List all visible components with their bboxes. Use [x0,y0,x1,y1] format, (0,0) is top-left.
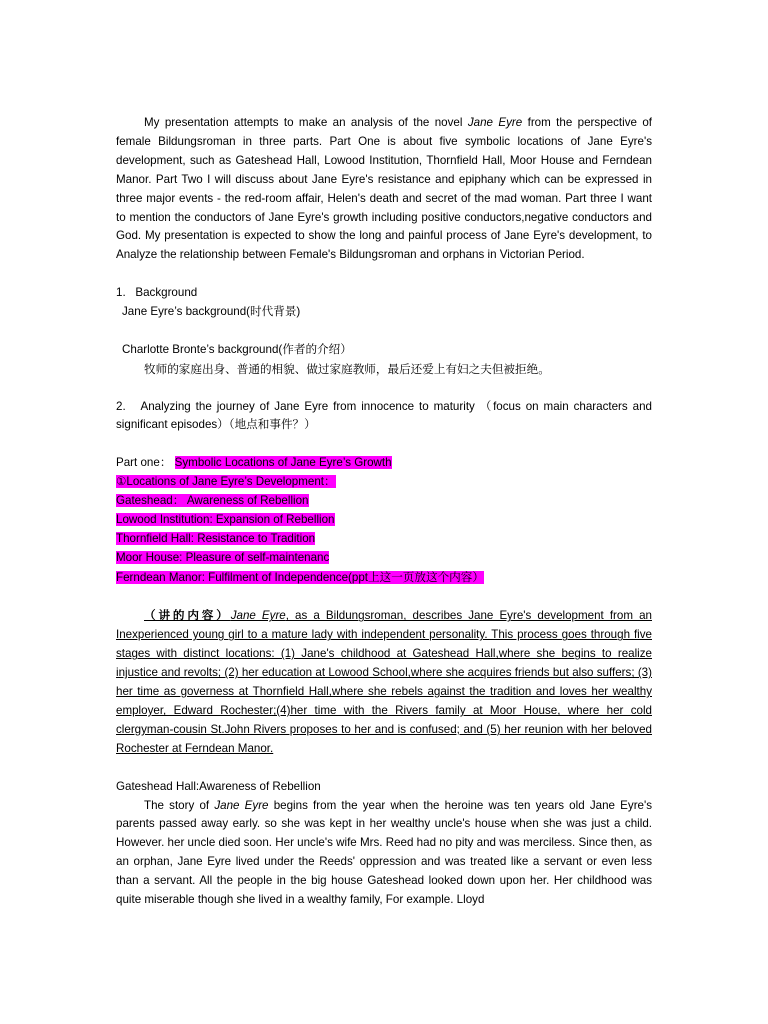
novel-title: Jane Eyre [230,609,286,623]
novel-title: Jane Eyre [214,798,269,812]
location-item: Thornfield Hall: Resistance to Tradition [116,531,316,545]
section-number: 2. [116,399,126,413]
location-item: Gateshead： Awareness of Rebellion [116,494,309,508]
part-one-title: Symbolic Locations of Jane Eyre’s Growth [174,456,392,470]
gateshead-paragraph: The story of Jane Eyre begins from the year when the heroine was ten years old Jane Eyre's parents passed away early. so she was kept in her wealthy uncle's house when she was just a child. However. her uncle died soon. Her uncle's wife Mrs. Reed had no pity and was merciless. Since then, as an orphan, Jane Eyre lived under the Reeds' oppression and was treated like a servant or even less than a servant. All the people in the big house Gateshead looked down upon her. Her childhood was quite miserable though she lived in a wealthy family, For example. Lloyd [116,798,653,907]
bronte-note: 牧师的家庭出身、普通的相貌、做过家庭教师，最后还爱上有妇之夫但被拒绝。 [144,361,550,376]
content-label: （讲的内容） [144,608,231,623]
intro-text-rest: from the perspective of female Bildungsroman in three parts. Part One is about five symbolic locations of Jane Eyre's development, such as Gateshead Hall, Lowood Institution, Thornfield Hall, Moor House and Ferndean Manor. Part Two I will discuss about Jane Eyre's resistance and epiphany which can be expressed in three major events - the red-room affair, Helen's death and secret of the mad woman. Part three I want to mention the conductors of Jane Eyre's growth including positive conductors,negative conductors and God. My presentation is expected to show the long and painful process of Jane Eyre's development, to Analyze the relationship between Female's Bildungsroman and orphans in Victorian Period. [116,116,653,262]
gateshead-heading: Gateshead Hall:Awareness of Rebellion [116,779,321,793]
section-2-text: Analyzing the journey of Jane Eyre from innocence to maturity （focus on main characters and significant episodes）（地点和事件？） [116,399,652,432]
section-1-heading [116,284,652,303]
section-title: Background [135,286,198,300]
ppt-note: 上这一页放这个内容） [368,569,484,584]
bronte-background: Charlotte Bronte’s background(作者的介绍） [122,342,352,356]
intro-text-start: My presentation attempts to make an analysis of the novel [144,116,468,129]
intro-paragraph [116,114,652,265]
part-one-heading [116,454,652,473]
novel-title: Jane Eyre [467,116,523,129]
section-2-heading [116,398,652,436]
section-number: 1. [116,286,126,300]
document-body [116,114,652,910]
part-label: Part one： [116,456,172,470]
jane-background: Jane Eyre’s background(时代背景) [122,305,301,319]
content-text: , as a Bildungsroman, describes Jane Eyre's development from an Inexperienced young girl to a mature lady with independent personality. This process goes through five stages with distinct locations: (1) Jane's childhood at Gateshead Hall,where she begins to realize injustice and revolts; (2) her education at Lowood School,where she acquires friends but also suffers; (3) her time as governess at Thornfield Hall,where she rebels against the tradition and loves her wealthy employer, Edward Rochester;(4)her time with the Rivers family at Moor House, where her cold clergyman-cousin St.John Rivers proposes to her and is confused; and (5) her reunion with her beloved Rochester at Ferndean Manor. [116,609,652,755]
content-paragraph [116,606,652,758]
location-item: Lowood Institution: Expansion of Rebellion [116,512,335,526]
location-item: Ferndean Manor: Fulfilment of Independence(ppt上这一页放这个内容） [116,569,484,584]
location-item: Moor House: Pleasure of self-maintenanc [116,550,330,564]
locations-heading: ①Locations of Jane Eyre’s Development： [116,475,336,489]
